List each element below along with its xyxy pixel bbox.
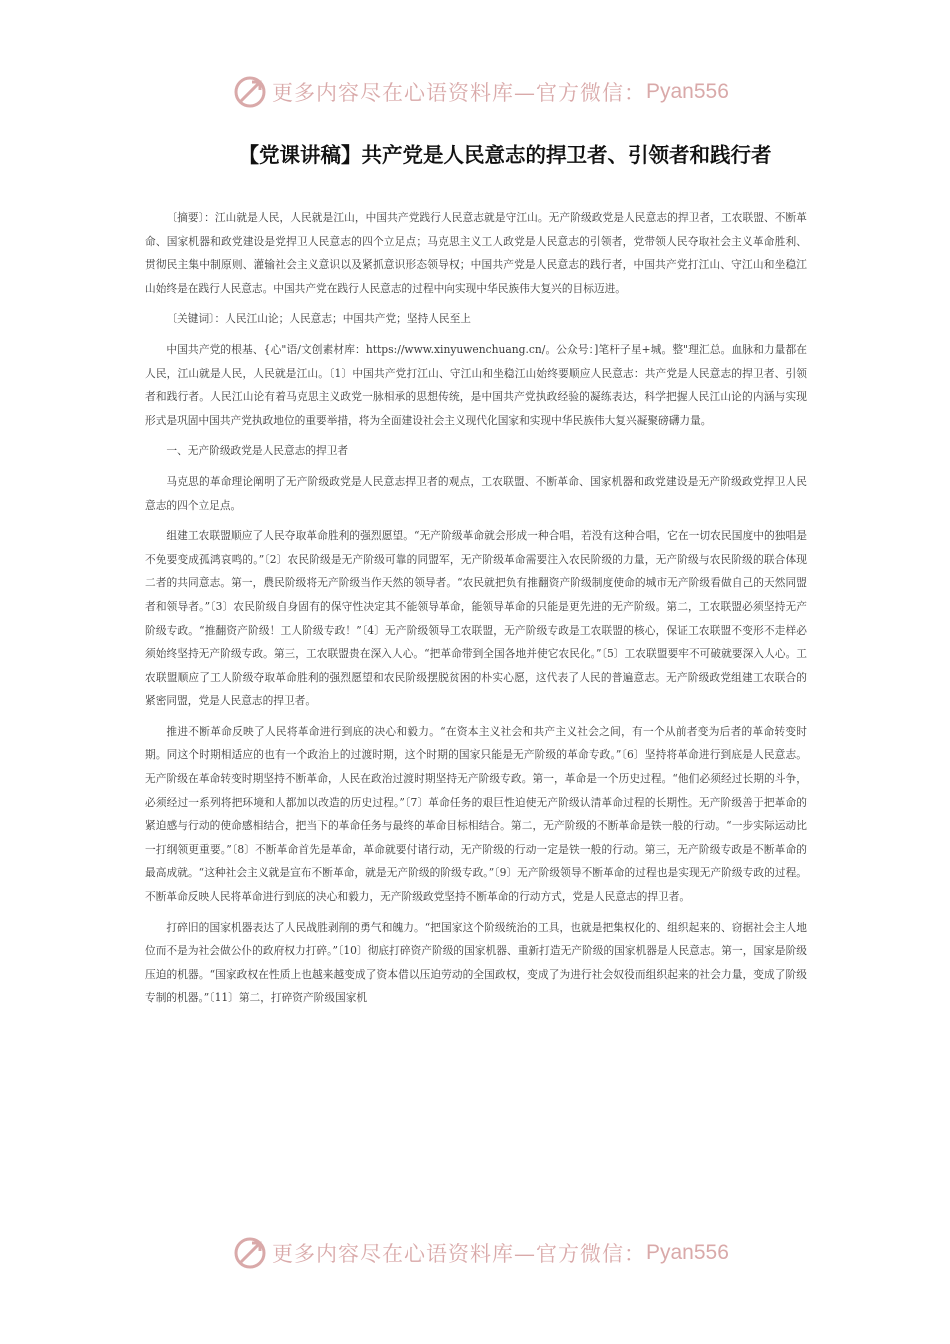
brand-logo-icon	[232, 1235, 268, 1271]
body-paragraph: 推进不断革命反映了人民将革命进行到底的决心和毅力。“在资本主义社会和共产主义社会之间，有一个从前者变为后者的革命转变时期。同这个时期相适应的也有一个政治上的过渡时期，这个时期的国家只能是无产阶级的革命专政。”〔6〕坚持将革命进行到底是人民意志。无产阶级在革命转变时期坚持不断革命，人民在政治过渡时期坚持无产阶级专政。第一，革命是一个历史过程。“他们必须经过长期的斗争，必须经过一系列将把环境和人都加以改造的历史过程。”〔7〕革命任务的艰巨性迫使无产阶级认清革命过程的长期性。无产阶级善于把革命的紧迫感与行动的使命感相结合，把当下的革命任务与最终的革命目标相结合。第二，无产阶级的不断革命是铁一般的行动。“一步实际运动比一打纲领更重要。”〔8〕不断革命首先是革命，革命就要付诸行动，无产阶级的行动一定是铁一般的行动。第三，无产阶级专政是不断革命的最高成就。“这种社会主义就是宣布不断革命，就是无产阶级的阶级专政。”〔9〕无产阶级领导不断革命的过程也是实现无产阶级专政的过程。不断革命反映人民将革命进行到底的决心和毅力，无产阶级政党坚持不断革命的行动方式，党是人民意志的捍卫者。	[145, 724, 807, 904]
keywords-paragraph: 〔关键词〕：人民江山论；人民意志；中国共产党；坚持人民至上	[166, 312, 471, 326]
intro-paragraph: 中国共产党的根基、{心"语/文创素材库：https://www.xinyuwenchuang.cn/。公众号：]笔杆子星+城。整"理汇总。血脉和力量都在人民，江山就是人民，人民就是江山。〔1〕中国共产党打江山、守江山和坐稳江山始终要顺应人民意志：共产党是人民意志的捍卫者、引领者和践行者。人民江山论有着马克思主义政党一脉相承的思想传统，是中国共产党执政经验的凝练表达，科学把握人民江山论的内涵与实现形式是巩固中国共产党执政地位的重要举措，将为全面建设社会主义现代化国家和实现中华民族伟大复兴凝聚磅礴力量。	[145, 342, 807, 427]
banner-wechat-id: Pyan556	[646, 1241, 729, 1264]
brand-logo-icon	[232, 74, 268, 110]
body-paragraph: 马克思的革命理论阐明了无产阶级政党是人民意志捍卫者的观点，工农联盟、不断革命、国家机器和政党建设是无产阶级政党捍卫人民意志的四个立足点。	[145, 474, 807, 512]
body-paragraph: 组建工农联盟顺应了人民夺取革命胜利的强烈愿望。“无产阶级革命就会形成一种合唱，若没有这种合唱，它在一切农民国度中的独唱是不免要变成孤鸿哀鸣的。”〔2〕农民阶级是无产阶级可靠的同盟军，无产阶级革命需要注入农民阶级的力量，无产阶级与农民阶级的联合体现二者的共同意志。第一，農民阶级将无产阶级当作天然的领导者。“农民就把负有推翻资产阶级制度使命的城市无产阶级看做自己的天然同盟者和领导者。”〔3〕农民阶级自身固有的保守性决定其不能领导革命，能领导革命的只能是更先进的无产阶级。第二，工农联盟必须坚持无产阶级专政。“推翻资产阶级！工人阶级专政！”〔4〕无产阶级领导工农联盟，无产阶级专政是工农联盟的核心，保证工农联盟不变形不走样必须始终坚持无产阶级专政。第三，工农联盟贵在深入人心。“把革命带到全国各地并使它农民化。”〔5〕工农联盟要牢不可破就要深入人心。工农联盟顺应了工人阶级夺取革命胜利的强烈愿望和农民阶级摆脱贫困的朴实心愿，这代表了人民的普遍意志。无产阶级政党组建工农联合的紧密同盟，党是人民意志的捍卫者。	[145, 529, 807, 708]
section-heading: 一、无产阶级政党是人民意志的捍卫者	[166, 444, 349, 458]
banner-text: 更多内容尽在心语资料库—官方微信：	[272, 1242, 646, 1266]
banner-wechat-id: Pyan556	[646, 80, 729, 103]
document-title: 【党课讲稿】共产党是人民意志的捍卫者、引领者和践行者	[238, 143, 772, 167]
header-banner	[232, 72, 752, 112]
document-body	[145, 206, 807, 1017]
footer-banner	[232, 1233, 752, 1273]
body-paragraph: 打碎旧的国家机器表达了人民战胜剥削的勇气和魄力。“把国家这个阶级统治的工具，也就是把集权化的、组织起来的、窃据社会主人地位而不是为社会做公仆的政府权力打碎。”〔10〕彻底打碎资产阶级的国家机器、重新打造无产阶级的国家机器是人民意志。第一，国家是阶级压迫的机器。“国家政权在性质上也越来越变成了资本借以压迫劳动的全国政权，变成了为进行社会奴役而组织起来的社会力量，变成了阶级专制的机器。”〔11〕第二，打碎资产阶级国家机	[145, 920, 807, 1005]
abstract-paragraph: 〔摘要〕：江山就是人民，人民就是江山，中国共产党践行人民意志就是守江山。无产阶级政党是人民意志的捍卫者，工农联盟、不断革命、国家机器和政党建设是党捍卫人民意志的四个立足点；马克思主义工人政党是人民意志的引领者，党带领人民夺取社会主义革命胜利、贯彻民主集中制原则、灌输社会主义意识以及紧抓意识形态领导权；中国共产党是人民意志的践行者，中国共产党打江山、守江山和坐稳江山始终是在践行人民意志。中国共产党在践行人民意志的过程中向实现中华民族伟大复兴的目标迈进。	[145, 211, 807, 295]
banner-text: 更多内容尽在心语资料库—官方微信：	[272, 81, 646, 105]
